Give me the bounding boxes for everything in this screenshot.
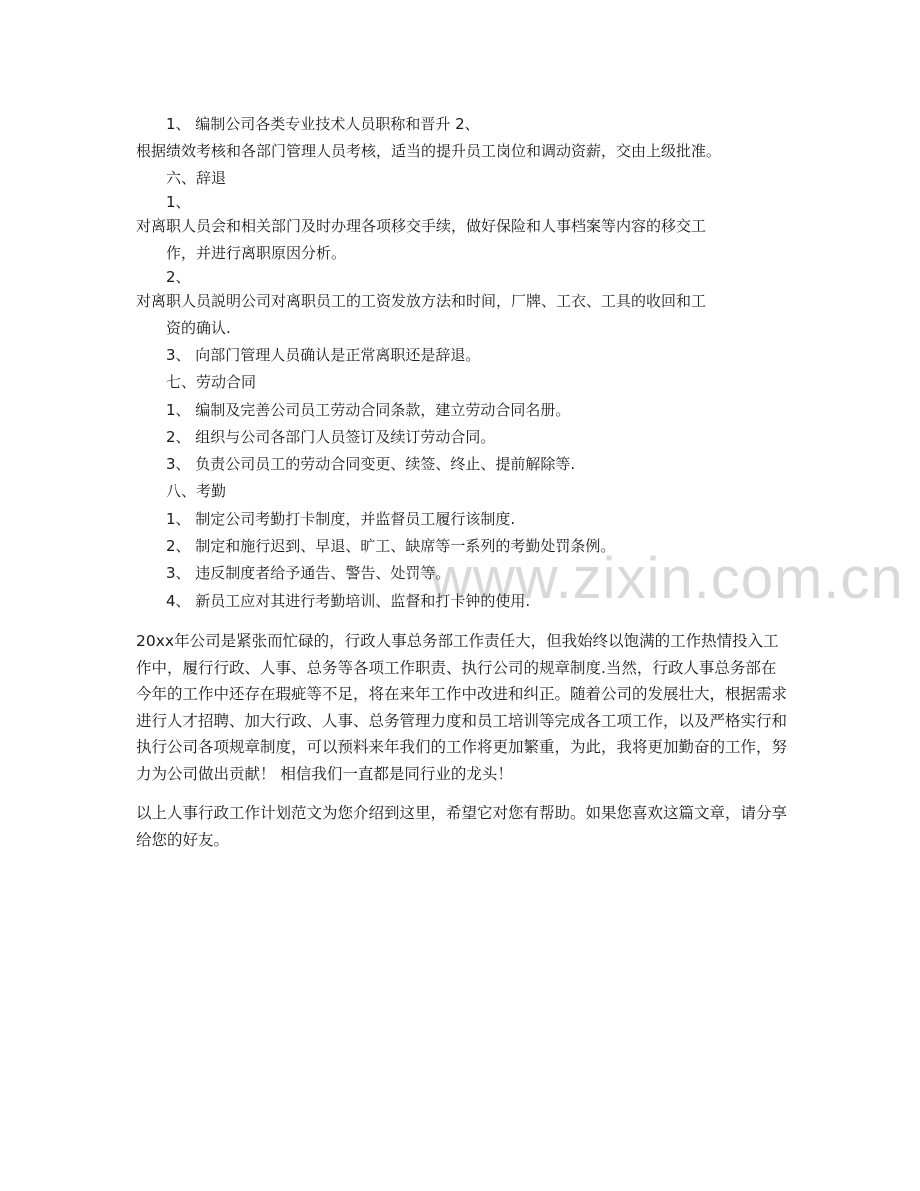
summary-paragraph: 20xx年公司是紧张而忙碌的，行政人事总务部工作责任大，但我始终以饱满的工作热情投入工作中，履行行政、人事、总务等各项工作职责、执行公司的规章制度.当然，行政人事总务部在今年的工作中还存在瑕疵等不足，将在来年工作中改进和纠正。随着公司的发展壮大，根据需求进行人才招聘、加大行政、人事、总务管理力度和员工培训等完成各工项工作，以及严格实行和执行公司各项规章制度，可以预料来年我们的工作将更加繁重，为此，我将更加勤奋的工作，努力为公司做出贡献！ 相信我们一直都是同行业的龙头！ [136, 632, 788, 783]
list-item-attendance-4: 4、 新员工应对其进行考勤培训、监督和打卡钟的使用. [166, 592, 531, 610]
body-text-wages: 对离职人员説明公司对离职员工的工资发放方法和时间，厂牌、工衣、工具的收回和工 [136, 292, 707, 310]
section-heading-contract: 七、劳动合同 [166, 373, 257, 391]
body-text-wages-cont: 资的确认. [166, 319, 231, 337]
watermark: www.zixin.com.cn [430, 546, 904, 611]
list-item-contract-1: 1、 编制及完善公司员工劳动合同条款，建立劳动合同名册。 [166, 401, 571, 419]
list-item-attendance-3: 3、 违反制度者给予通告、警告、处罚等。 [166, 564, 451, 582]
body-text-performance: 根据绩效考核和各部门管理人员考核，适当的提升员工岗位和调动资薪，交由上级批准。 [136, 142, 722, 160]
closing-paragraph: 以上人事行政工作计划范文为您介绍到这里，希望它对您有帮助。如果您喜欢这篇文章，请分享给您的好友。 [136, 804, 788, 849]
list-item-promotion: 1、 编制公司各类专业技术人员职称和晋升 2、 [166, 115, 480, 133]
body-text-handover-cont: 作，并进行离职原因分析。 [166, 244, 347, 262]
section-heading-dismissal: 六、辞退 [166, 169, 227, 187]
list-item-attendance-2: 2、 制定和施行迟到、早退、旷工、缺席等一系列的考勤处罚条例。 [166, 537, 616, 555]
list-item-attendance-1: 1、 制定公司考勤打卡制度，并监督员工履行该制度. [166, 510, 516, 528]
list-number-2: 2、 [166, 268, 191, 286]
list-item-contract-2: 2、 组织与公司各部门人员签订及续订劳动合同。 [166, 428, 496, 446]
list-item-confirm: 3、 向部门管理人员确认是正常离职还是辞退。 [166, 346, 481, 364]
list-item-contract-3: 3、 负责公司员工的劳动合同变更、续签、终止、提前解除等. [166, 455, 576, 473]
body-text-handover: 对离职人员会和相关部门及时办理各项移交手续，做好保险和人事档案等内容的移交工 [136, 217, 707, 235]
section-heading-attendance: 八、考勤 [166, 482, 227, 500]
list-number-1: 1、 [166, 193, 191, 211]
